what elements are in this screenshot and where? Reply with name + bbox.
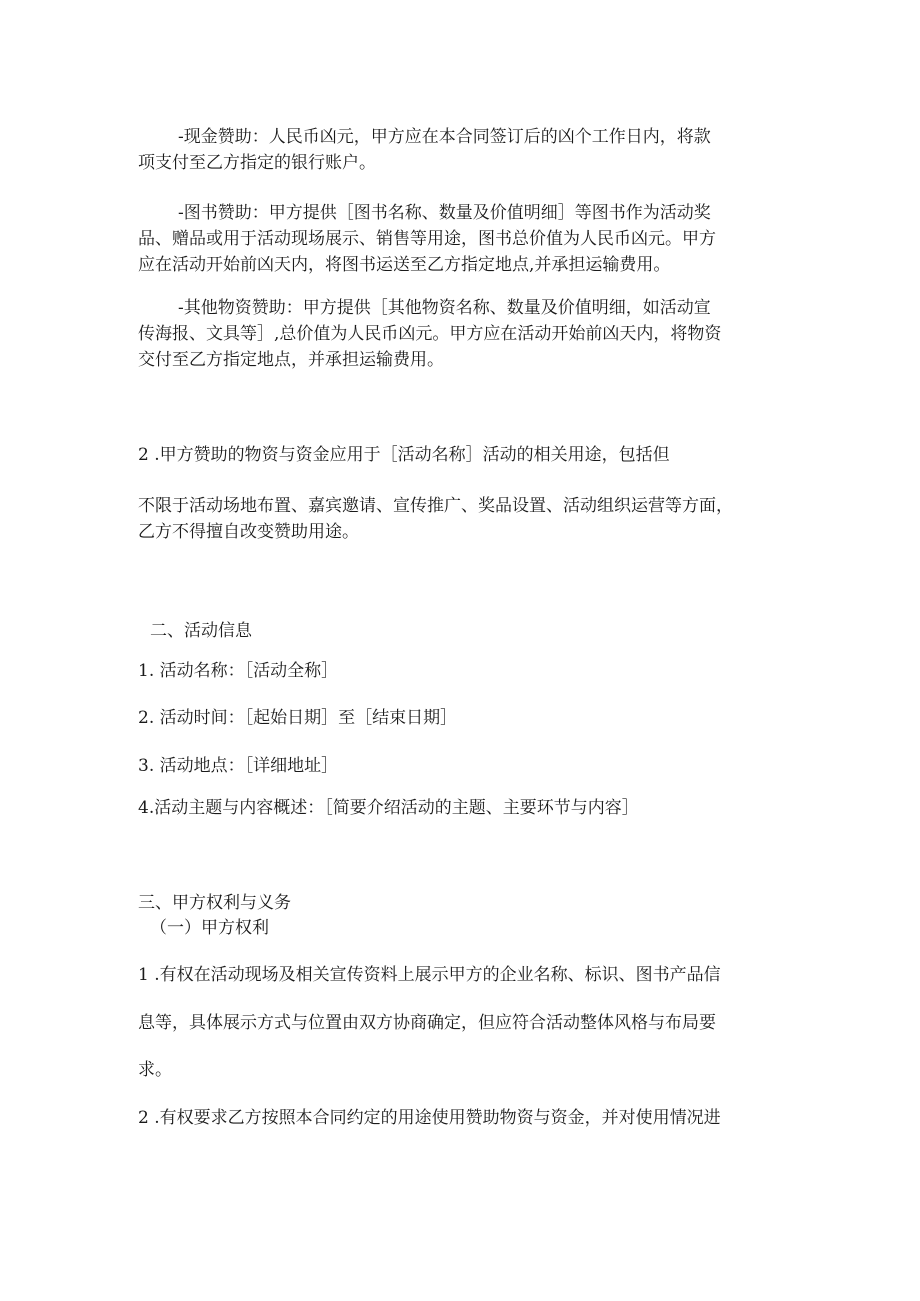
- books-line-3: 应在活动开始前凶天内，将图书运送至乙方指定地点,并承担运输费用。: [138, 255, 671, 275]
- item2-line-3: 乙方不得擅自改变赞助用途。: [138, 522, 359, 542]
- cash-line-1: -现金赞助：人民币凶元，甲方应在本合同签订后的凶个工作日内，将款: [178, 127, 711, 147]
- section2-item-4: 4.活动主题与内容概述：［简要介绍活动的主题、主要环节与内容］: [138, 798, 639, 818]
- books-line-1: -图书赞助：甲方提供［图书名称、数量及价值明细］等图书作为活动奖: [178, 203, 711, 223]
- section3-p2-line-1: 2 .有权要求乙方按照本合同约定的用途使用赞助物资与资金，并对使用情况进: [138, 1108, 721, 1128]
- cash-line-2: 项支付至乙方指定的银行账户。: [138, 153, 376, 173]
- item2-line-1: 2 .甲方赞助的物资与资金应用于［活动名称］活动的相关用途，包括但: [138, 445, 670, 465]
- section3-p1-line-1: 1 .有权在活动现场及相关宣传资料上展示甲方的企业名称、标识、图书产品信: [138, 965, 721, 985]
- other-line-2: 传海报、文具等］,总价值为人民币凶元。甲方应在活动开始前凶天内，将物资: [138, 324, 722, 344]
- section3-p1-line-3: 求。: [138, 1060, 172, 1080]
- section3-p1-line-2: 息等，具体展示方式与位置由双方协商确定，但应符合活动整体风格与布局要: [138, 1013, 716, 1033]
- books-line-2: 品、赠品或用于活动现场展示、销售等用途，图书总价值为人民币凶元。甲方: [138, 229, 716, 249]
- other-line-3: 交付至乙方指定地点，并承担运输费用。: [138, 350, 444, 370]
- section3-subtitle: （一）甲方权利: [150, 918, 269, 938]
- item2-line-2: 不限于活动场地布置、嘉宾邀请、宣传推广、奖品设置、活动组织运营等方面，: [138, 496, 733, 516]
- section3-title: 三、甲方权利与义务: [138, 893, 291, 913]
- other-line-1: -其他物资赞助：甲方提供［其他物资名称、数量及价值明细，如活动宣: [178, 298, 711, 318]
- section2-item-3: 3. 活动地点：［详细地址］: [138, 756, 339, 776]
- section2-item-1: 1. 活动名称：［活动全称］: [138, 661, 339, 681]
- section2-item-2: 2. 活动时间：［起始日期］至［结束日期］: [138, 708, 458, 728]
- section2-title: 二、活动信息: [150, 621, 252, 641]
